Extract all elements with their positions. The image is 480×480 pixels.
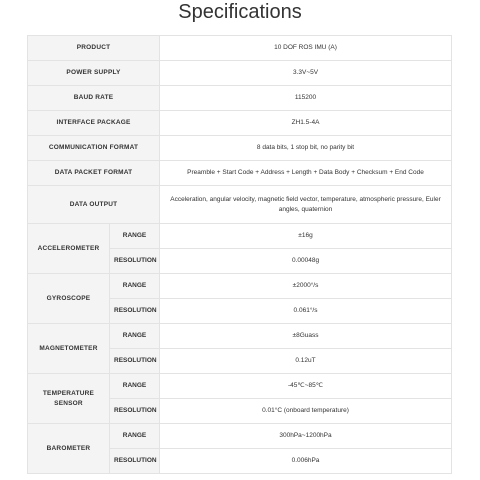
table-row (28, 61, 452, 86)
spec-label-data-packet-format: DATA PACKET FORMAT (28, 161, 160, 186)
table-row (28, 374, 452, 399)
spec-label-product: PRODUCT (28, 36, 160, 61)
table-row (28, 161, 452, 186)
table-row (28, 111, 452, 136)
page-title: Specifications (178, 1, 302, 23)
table-row (28, 186, 452, 224)
spec-value-product: 10 DOF ROS IMU (A) (160, 36, 452, 61)
spec-label-data-output: DATA OUTPUT (28, 186, 160, 224)
resolution-label: RESOLUTION (110, 449, 160, 474)
barometer-range-value: 300hPa~1200hPa (160, 424, 452, 449)
spec-label-communication-format: COMMUNICATION FORMAT (28, 136, 160, 161)
sensor-label-barometer: BAROMETER (28, 424, 110, 474)
spec-value-power-supply: 3.3V~5V (160, 61, 452, 86)
spec-label-interface-package: INTERFACE PACKAGE (28, 111, 160, 136)
range-label: RANGE (110, 274, 160, 299)
range-label: RANGE (110, 224, 160, 249)
gyroscope-range-value: ±2000°/s (160, 274, 452, 299)
spec-value-communication-format: 8 data bits, 1 stop bit, no parity bit (160, 136, 452, 161)
spec-value-data-output: Acceleration, angular velocity, magnetic field vector, temperature, atmospheric pressure, Euler angles, quaternion (160, 186, 452, 224)
spec-value-baud-rate: 115200 (160, 86, 452, 111)
spec-value-interface-package: ZH1.5-4A (160, 111, 452, 136)
magnetometer-resolution-value: 0.12uT (160, 349, 452, 374)
spec-value-data-packet-format: Preamble + Start Code + Address + Length + Data Body + Checksum + End Code (160, 161, 452, 186)
resolution-label: RESOLUTION (110, 299, 160, 324)
temperature-resolution-value: 0.01°C (onboard temperature) (160, 399, 452, 424)
sensor-label-gyroscope: GYROSCOPE (28, 274, 110, 324)
specifications-table (27, 35, 452, 474)
table-row (28, 324, 452, 349)
sensor-label-temperature-sensor: TEMPERATURE SENSOR (28, 374, 110, 424)
range-label: RANGE (110, 424, 160, 449)
table-row (28, 36, 452, 61)
table-row (28, 86, 452, 111)
resolution-label: RESOLUTION (110, 249, 160, 274)
range-label: RANGE (110, 374, 160, 399)
temperature-range-value: -45℃~85℃ (160, 374, 452, 399)
spec-label-power-supply: POWER SUPPLY (28, 61, 160, 86)
spec-label-baud-rate: BAUD RATE (28, 86, 160, 111)
range-label: RANGE (110, 324, 160, 349)
resolution-label: RESOLUTION (110, 399, 160, 424)
sensor-label-accelerometer: ACCELEROMETER (28, 224, 110, 274)
table-row (28, 136, 452, 161)
accelerometer-resolution-value: 0.00048g (160, 249, 452, 274)
accelerometer-range-value: ±16g (160, 224, 452, 249)
table-row (28, 424, 452, 449)
magnetometer-range-value: ±8Guass (160, 324, 452, 349)
barometer-resolution-value: 0.006hPa (160, 449, 452, 474)
gyroscope-resolution-value: 0.061°/s (160, 299, 452, 324)
sensor-label-magnetometer: MAGNETOMETER (28, 324, 110, 374)
table-row (28, 274, 452, 299)
table-row (28, 224, 452, 249)
resolution-label: RESOLUTION (110, 349, 160, 374)
